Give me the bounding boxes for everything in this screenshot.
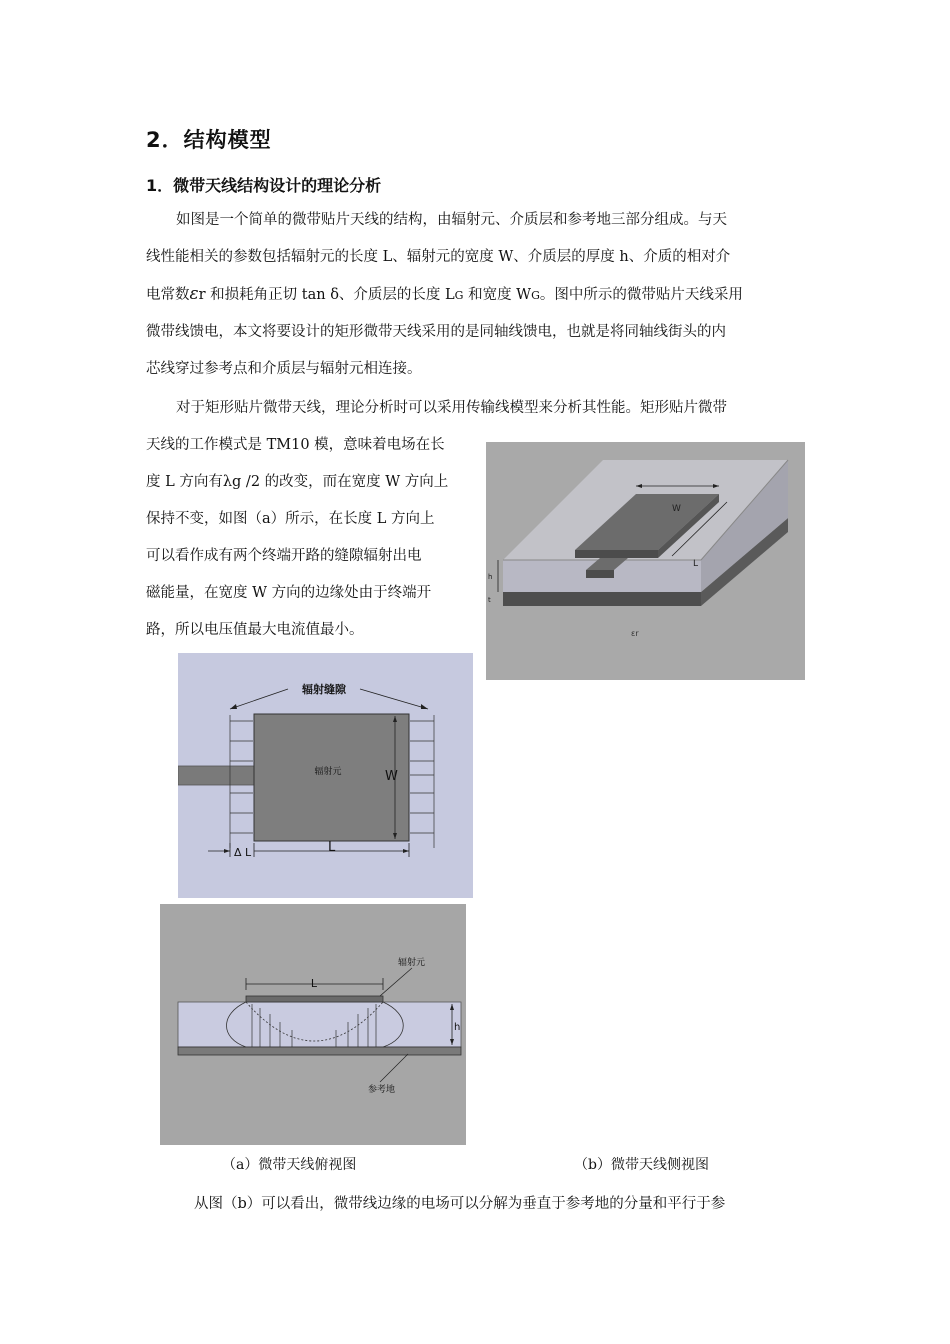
text-line: 磁能量，在宽度 W 方向的边缘处由于终端开 bbox=[146, 585, 432, 601]
slot-label: 辐射缝隙 bbox=[302, 683, 346, 696]
paragraph-theory-body bbox=[146, 427, 476, 649]
text-line: 线性能相关的参数包括辐射元的长度 L、辐射元的宽度 W、介质层的厚度 h、介质的相对介 bbox=[146, 249, 731, 265]
subsection-title: 微带天线结构设计的理论分析 bbox=[173, 176, 382, 195]
subscript: G bbox=[454, 289, 464, 302]
text-line: 如图是一个简单的微带贴片天线的结构，由辐射元、介质层和参考地三部分组成。与天 bbox=[176, 212, 727, 228]
text-fragment: 。图中所示的微带贴片天线采用 bbox=[539, 287, 743, 303]
text-line: 度 L 方向有λg /2 的改变，而在宽度 W 方向上 bbox=[146, 474, 449, 490]
dim-l-label: L bbox=[328, 840, 336, 855]
section-title: 结构模型 bbox=[183, 128, 272, 152]
paragraph-conclusion bbox=[146, 1186, 806, 1223]
epsilon-symbol: ε bbox=[189, 284, 199, 304]
text-line: 可以看作成有两个终端开路的缝隙辐射出电 bbox=[146, 548, 422, 564]
dim-l-label: L bbox=[693, 559, 699, 569]
figure-3d-antenna bbox=[486, 442, 805, 680]
text-line: 从图（b）可以看出，微带线边缘的电场可以分解为垂直于参考地的分量和平行于参 bbox=[194, 1196, 726, 1212]
dim-h-label: h bbox=[454, 1022, 461, 1033]
text-fragment: r 和损耗角正切 tan δ、介质层的长度 L bbox=[198, 287, 455, 303]
section-heading bbox=[146, 124, 272, 154]
dim-delta-l-label: Δ L bbox=[234, 846, 252, 859]
dim-w-label: W bbox=[672, 504, 681, 514]
dim-w-label: W bbox=[385, 769, 398, 784]
text-fragment: 和宽度 W bbox=[463, 287, 532, 303]
subscript: G bbox=[531, 289, 540, 302]
subsection-number: 1． bbox=[146, 176, 174, 195]
figure-side-view bbox=[160, 904, 466, 1145]
patch-label: 辐射元 bbox=[398, 958, 426, 968]
section-number: 2． bbox=[146, 128, 184, 152]
text-line: 路，所以电压值最大电流值最小。 bbox=[146, 622, 364, 638]
text-fragment: 电常数 bbox=[146, 287, 190, 303]
text-line: 微带线馈电，本文将要设计的矩形微带天线采用的是同轴线馈电，也就是将同轴线街头的内 bbox=[146, 324, 726, 340]
dim-h-label: h bbox=[488, 573, 493, 581]
paragraph-structure bbox=[146, 202, 806, 388]
dim-l-label: L bbox=[310, 977, 318, 990]
subsection-heading bbox=[146, 173, 381, 196]
text-line: 天线的工作模式是 TM10 模，意味着电场在长 bbox=[146, 437, 445, 453]
ground-label: 参考地 bbox=[368, 1085, 396, 1095]
text-line: 芯线穿过参考点和介质层与辐射元相连接。 bbox=[146, 361, 422, 377]
text-line: 对于矩形贴片微带天线，理论分析时可以采用传输线模型来分析其性能。矩形贴片微带 bbox=[176, 400, 727, 416]
figure-top-view bbox=[178, 653, 473, 898]
caption-a: （a）微带天线俯视图 bbox=[222, 1157, 357, 1173]
caption-b: （b）微带天线侧视图 bbox=[574, 1157, 709, 1173]
patch-label: 辐射元 bbox=[314, 767, 342, 777]
paragraph-theory-intro bbox=[146, 390, 806, 427]
epsilon-label: εr bbox=[631, 629, 639, 638]
text-line: 保持不变，如图（a）所示，在长度 L 方向上 bbox=[146, 511, 435, 527]
text-line bbox=[146, 276, 806, 314]
dim-t-label: t bbox=[488, 596, 491, 604]
